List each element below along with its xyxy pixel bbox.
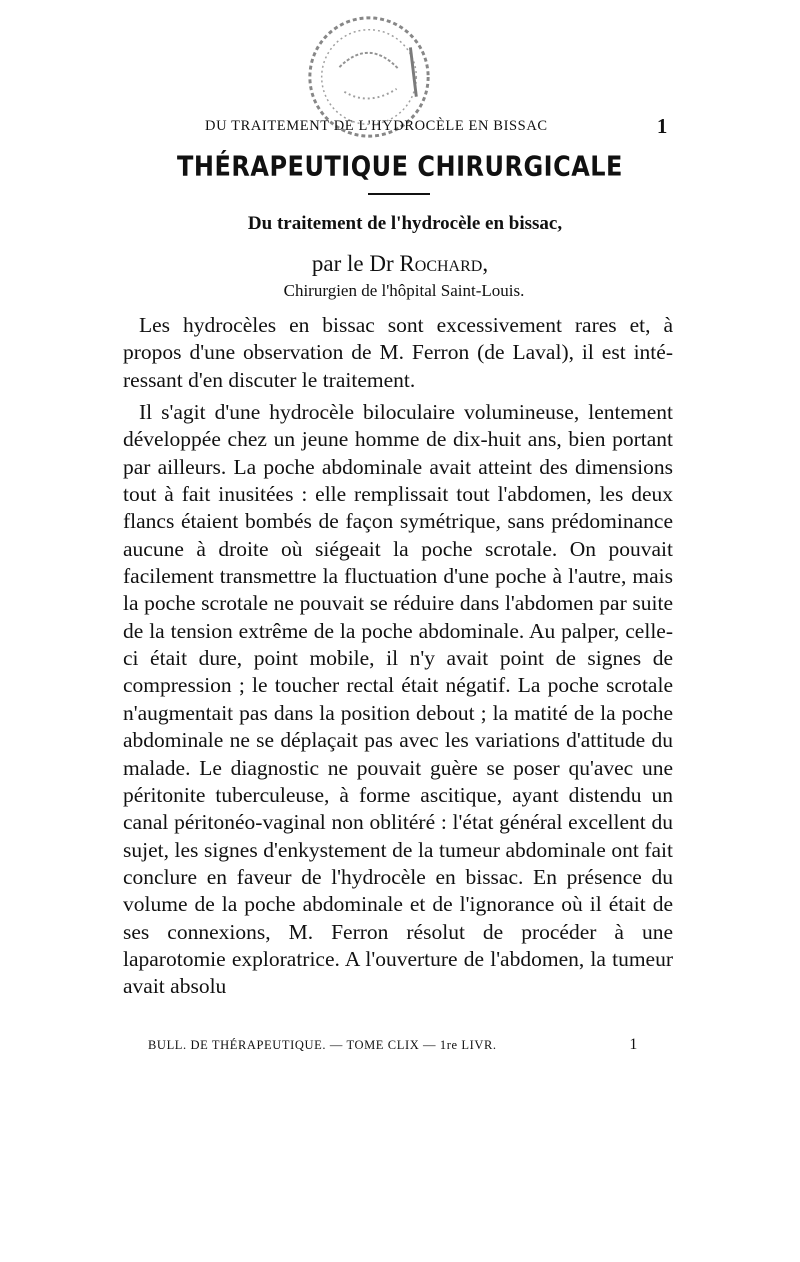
author-name: Rochard, [399,251,489,276]
paragraph: Les hydrocèles en bissac sont excessivement rares et, à propos d'une observation de M. Ferron (de Laval), il est intéressant d'en discuter le traitement. [123,313,673,392]
page-footer [148,1038,638,1060]
footer-signature: 1 [629,1036,638,1053]
section-title: THÉRAPEUTIQUE CHIRURGICALE [177,150,623,183]
running-head-title: DU TRAITEMENT DE L'HYDROCÈLE EN BISSAC [205,118,548,134]
paragraph: Il s'agit d'une hydrocèle biloculaire volumineuse, lentement développée chez un jeune homme de dix-huit ans, bien portant par ailleurs. La poche abdominale avait atteint des dimensions tout à fait inusitées : elle remplissait tout l'abdomen, les deux flancs étaient bombés de façon symétrique, sans prédominance aucune à droite où siégeait la poche scrotale. On pouvait facilement transmettre la fluctuation d'une poche à l'autre, mais la poche scrotale ne pouvait se réduire dans l'abdomen par suite de la tension extrême de la poche abdominale. Au palper, celle-ci était dure, point mobile, il n'y avait point de signes de compression ; le toucher rectal était négatif. La poche scrotale n'augmentait pas dans la position debout ; la matité de la poche abdominale ne se déplaçait pas avec les variations d'attitude du malade. Le diagnostic ne pouvait guère se poser qu'avec une péritonite tuberculeuse, à forme ascitique, ayant distendu un canal péritonéo-vaginal non oblitéré : l'état général excellent du sujet, les signes d'enkystement de la tumeur abdominale ont fait conclure en faveur de l'hydrocèle en bissac. En présence du volume de la poche abdominale et de l'ignorance où il était de ses connexions, M. Ferron résolut de procéder à une laparotomie exploratrice. A l'ouverture de l'abdomen, la tumeur avait absolu [123,400,673,999]
footer-citation: BULL. DE THÉRAPEUTIQUE. — TOME CLIX — 1re LIVR. [148,1038,497,1052]
article-title: Du traitement de l'hydrocèle en bissac, [247,213,563,234]
byline-prefix: par le Dr [311,251,394,276]
title-rule [368,193,430,195]
byline [0,251,800,277]
page-number: 1 [656,114,668,138]
author-affiliation: Chirurgien de l'hôpital Saint-Louis. [283,281,525,300]
running-head [205,116,685,140]
article-body [123,312,673,1001]
